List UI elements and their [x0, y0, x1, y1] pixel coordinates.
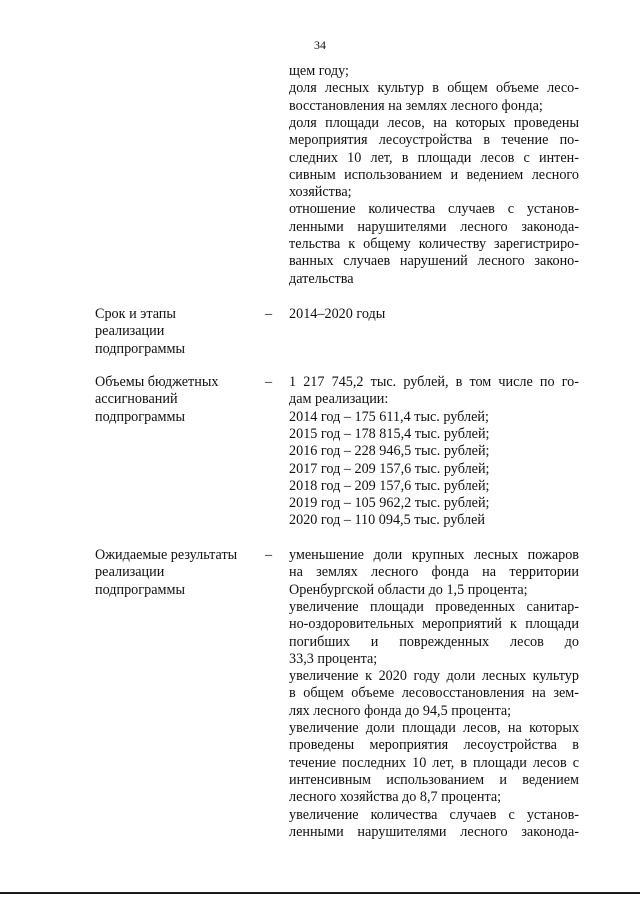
- section-line-results: но-оздоровительных мероприятий к площади: [289, 616, 579, 633]
- footer-rule: [0, 892, 640, 894]
- section-label-results: подпрограммы: [95, 581, 185, 598]
- page-number: 34: [314, 38, 326, 52]
- section-line-terms: 2014–2020 годы: [289, 306, 386, 322]
- section-label-budget: Объемы бюджетных: [95, 374, 219, 390]
- section-line-results: 33,3 процента;: [289, 650, 378, 667]
- continuation-line: ванных случаев нарушений лесного законо-: [289, 253, 579, 270]
- section-line-results: Оренбургской области до 1,5 процента;: [289, 581, 528, 598]
- section-dash: –: [265, 547, 273, 563]
- continuation-line: мероприятия лесоустройства в течение по-: [289, 132, 579, 149]
- section-line-budget: 2016 год – 228 946,5 тыс. рублей;: [289, 443, 490, 460]
- continuation-line: дательства: [289, 270, 354, 287]
- section-line-results: лях лесного фонда до 94,5 процента;: [289, 702, 512, 719]
- section-line-budget: 1 217 745,2 тыс. рублей, в том числе по го-: [289, 374, 579, 390]
- continuation-line: доля площади лесов, на которых проведены: [289, 114, 579, 131]
- continuation-line: следних 10 лет, в площади лесов с интен-: [289, 149, 579, 166]
- section-label-results: Ожидаемые результаты: [95, 547, 238, 563]
- section-label-results: реализации: [95, 564, 165, 581]
- section-line-results: лесного хозяйства до 8,7 процента;: [289, 789, 502, 806]
- section-line-results: в общем объеме лесовосстановления на зем-: [289, 685, 579, 702]
- section-line-results: погибших и поврежденных лесов до: [289, 633, 579, 650]
- section-label-terms: Срок и этапы: [95, 306, 176, 322]
- section-line-results: на землях лесного фонда на территории: [289, 564, 579, 581]
- section-line-results: ленными нарушителями лесного законода-: [289, 823, 579, 840]
- continuation-line: хозяйства;: [289, 184, 352, 201]
- section-line-budget: 2015 год – 178 815,4 тыс. рублей;: [289, 425, 490, 442]
- section-line-budget: 2020 год – 110 094,5 тыс. рублей: [289, 512, 486, 529]
- section-dash: –: [265, 374, 273, 390]
- continuation-line: сивным использованием и ведением лесного: [289, 166, 579, 183]
- section-line-results: уменьшение доли крупных лесных пожаров: [289, 547, 579, 563]
- section-line-budget: дам реализации:: [289, 391, 389, 408]
- section-label-terms: подпрограммы: [95, 340, 185, 357]
- continuation-line: тельства к общему количеству зарегистриро-: [289, 236, 579, 252]
- section-line-budget: 2018 год – 209 157,6 тыс. рублей;: [289, 477, 490, 494]
- section-line-results: увеличение площади проведенных санитар-: [289, 598, 579, 615]
- section-line-results: увеличение к 2020 году доли лесных культур: [289, 668, 579, 685]
- section-line-budget: 2019 год – 105 962,2 тыс. рублей;: [289, 495, 490, 512]
- continuation-line: ленными нарушителями лесного законода-: [289, 218, 579, 235]
- section-line-budget: 2014 год – 175 611,4 тыс. рублей;: [289, 408, 489, 425]
- section-line-results: увеличение доли площади лесов, на которых: [289, 720, 579, 736]
- continuation-line: отношение количества случаев с установ-: [289, 201, 579, 218]
- continuation-line: восстановления на землях лесного фонда;: [289, 97, 543, 114]
- section-line-budget: 2017 год – 209 157,6 тыс. рублей;: [289, 460, 490, 477]
- section-label-budget: подпрограммы: [95, 408, 185, 425]
- continuation-line: щем году;: [289, 63, 349, 79]
- section-line-results: увеличение количества случаев с установ-: [289, 806, 579, 823]
- section-line-results: интенсивным использованием и ведением: [289, 771, 579, 788]
- continuation-line: доля лесных культур в общем объеме лесо-: [289, 80, 579, 97]
- section-label-terms: реализации: [95, 323, 165, 340]
- section-dash: –: [265, 306, 273, 322]
- section-line-results: проведены мероприятия лесоустройства в: [289, 737, 579, 754]
- section-line-results: течение последних 10 лет, в площади лесов с: [289, 754, 579, 771]
- section-label-budget: ассигнований: [95, 391, 178, 408]
